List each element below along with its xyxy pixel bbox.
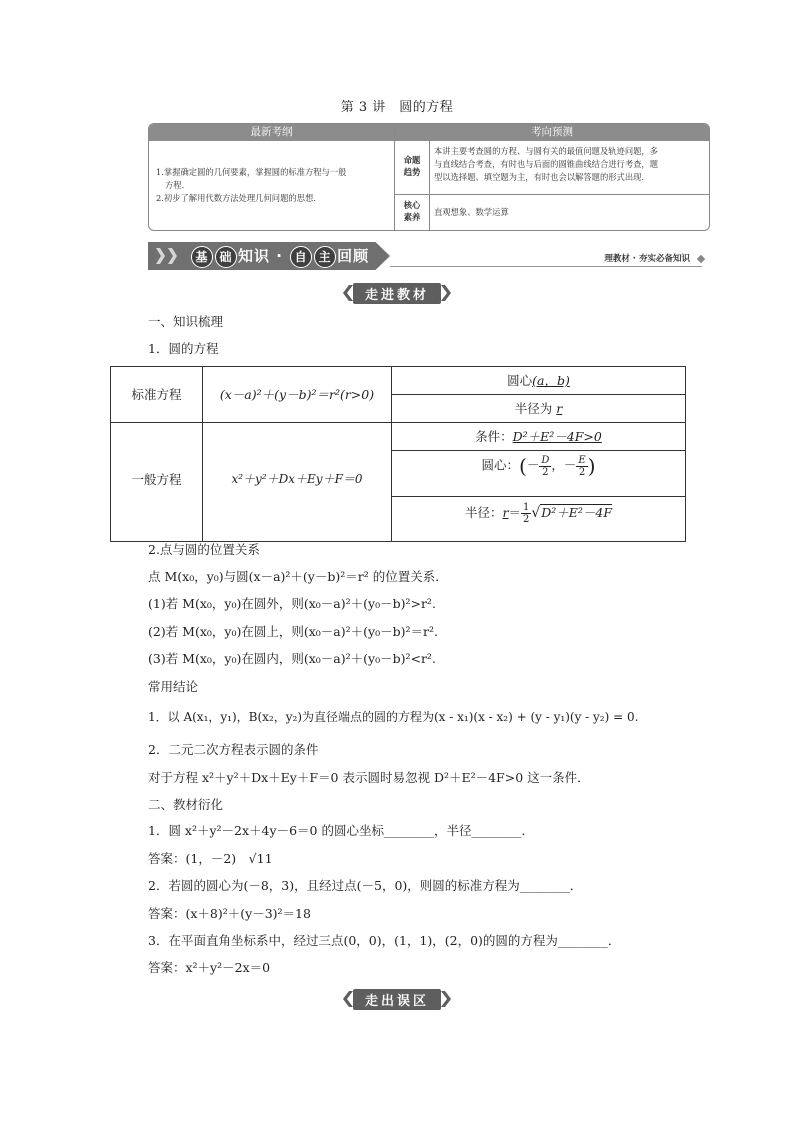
- cond-prefix: 条件：: [475, 429, 513, 444]
- fraction: [521, 502, 531, 525]
- text-line: (2)若 M(x₀，y₀)在圆上，则(x₀－a)²＋(y₀－b)²＝r².: [148, 624, 438, 639]
- radius-prefix: 半径为: [514, 401, 553, 416]
- banner-text: 知识 ·: [238, 247, 290, 265]
- divider: [391, 394, 685, 395]
- numerator: E: [578, 454, 586, 466]
- numerator: D: [541, 454, 550, 466]
- answer: 答案：(x＋8)²＋(y－3)²＝18: [148, 906, 311, 921]
- tag-core: [397, 199, 427, 223]
- banner-char: 自: [290, 246, 312, 268]
- divider: [394, 124, 395, 230]
- section-banner: [148, 242, 708, 270]
- outline-right-header: 考向预测: [395, 124, 709, 141]
- banner-char: 基: [191, 246, 213, 268]
- circle-equation-table: [110, 366, 686, 542]
- section-heading: 常用结论: [148, 679, 199, 694]
- page-title: 第 3 讲 圆的方程: [340, 100, 454, 115]
- banner-rule: [390, 266, 702, 267]
- outline-left-text: [156, 166, 392, 205]
- fraction: [576, 455, 587, 478]
- outline-left-line: 方程.: [165, 180, 185, 190]
- numerator: 1: [522, 502, 530, 513]
- denominator: 2: [578, 466, 586, 478]
- tag-text: 核心: [403, 200, 421, 210]
- answer: 答案：x²＋y²－2x＝0: [148, 960, 271, 975]
- pill-heading: [0, 989, 794, 1010]
- denominator: 2: [542, 466, 549, 478]
- banner-char: 础: [215, 246, 237, 268]
- question: 3．在平面直角坐标系中，经过三点(0，0)，(1，1)，(2，0)的圆的方程为________．: [148, 933, 621, 948]
- text-line: 2．二元二次方程表示圆的条件: [148, 742, 319, 757]
- subsection-heading: 1．圆的方程: [148, 341, 219, 356]
- sqrt-body: D²＋E²－4F: [541, 505, 613, 520]
- text-line: 点 M(x₀，y₀)与圆(x－a)²＋(y－b)²＝r² 的位置关系．: [148, 569, 448, 584]
- pill-heading: [0, 283, 794, 304]
- outline-left-line: 2.初步了解用代数方法处理几何问题的思想.: [156, 193, 316, 203]
- pill-label: 走进教材: [353, 283, 441, 304]
- radius-value: r: [556, 401, 563, 416]
- std-equation: (x－a)²＋(y－b)²＝r²(r>0): [219, 387, 375, 402]
- divider: [111, 422, 685, 423]
- cond-value: D²＋E²－4F>0: [512, 429, 602, 444]
- tag-trend: [397, 154, 427, 178]
- tag-text: 命题: [403, 155, 421, 165]
- answer: 答案：(1，－2) √11: [148, 851, 273, 866]
- gen-label: 一般方程: [131, 472, 182, 487]
- section-heading: 二、教材衍化: [148, 797, 224, 812]
- divider: [391, 450, 685, 451]
- gcenter-prefix: 圆心：: [481, 457, 519, 473]
- trend-line: 本讲主要考查圆的方程、与圆有关的最值问题及轨迹问题，多: [434, 146, 659, 156]
- trend-line: 型以选择题、填空题为主，有时也会以解答题的形式出现.: [434, 172, 645, 182]
- center-value: (a，b): [532, 373, 570, 388]
- banner-subtitle: 理教材 · 夯实必备知识: [604, 254, 690, 264]
- trend-text: [434, 145, 706, 184]
- gen-radius: 半径：r＝ $\frac{1}{2}$ √D²＋E²－4F: [464, 502, 613, 525]
- outline-table: [148, 123, 710, 231]
- divider: [395, 194, 709, 195]
- banner-title: [190, 245, 369, 268]
- outline-left-line: 1.掌握确定圆的几何要素，掌握圆的标准方程与一般: [156, 167, 347, 177]
- pill-label: 走出误区: [353, 989, 441, 1010]
- text-line: 对于方程 x²＋y²＋Dx＋Ey＋F＝0 表示圆时易忽视 D²＋E²－4F>0 这一条件．: [148, 770, 590, 785]
- gen-condition: [392, 427, 685, 445]
- denominator: 2: [522, 514, 530, 525]
- section-heading: 一、知识梳理: [148, 314, 224, 329]
- text-line: (3)若 M(x₀，y₀)在圆内，则(x₀－a)²＋(y₀－b)²<r².: [148, 651, 436, 666]
- outline-left-header: 最新考纲: [149, 124, 394, 141]
- std-center: [392, 371, 685, 389]
- question: 1．圆 x²＋y²－2x＋4y－6＝0 的圆心坐标________，半径________．: [148, 823, 534, 838]
- divider: [429, 141, 430, 230]
- gradius-prefix: 半径：: [464, 505, 503, 520]
- std-radius: [392, 399, 685, 417]
- center-prefix: 圆心: [507, 373, 533, 388]
- std-label: 标准方程: [131, 387, 182, 402]
- question: 2．若圆的圆心为(－8，3)，且经过点(－5，0)，则圆的标准方程为________．: [148, 878, 583, 893]
- tag-text: 趋势: [403, 167, 421, 177]
- gen-equation: x²＋y²＋Dx＋Ey＋F＝0: [231, 472, 363, 486]
- subsection-heading: 2.点与圆的位置关系: [148, 542, 260, 557]
- banner-text: 回顾: [337, 247, 370, 265]
- fraction: [539, 455, 551, 478]
- r-symbol: r: [502, 505, 509, 520]
- divider: [391, 496, 685, 497]
- banner-char: 主: [314, 246, 336, 268]
- core-text: 直观想象、数学运算: [434, 207, 509, 217]
- gen-center: 圆心：(－ $\frac{D}{2}$ ，－ $\frac{E}{2}$ ): [481, 454, 596, 478]
- tag-text: 素养: [403, 212, 421, 222]
- text-line: (1)若 M(x₀，y₀)在圆外，则(x₀－a)²＋(y₀－b)²>r².: [148, 596, 436, 611]
- diamond-icon: [697, 255, 705, 263]
- text-line: 1．以 A(x₁，y₁)，B(x₂，y₂)为直径端点的圆的方程为(x - x₁)(x - x₂) + (y - y₁)(y - y₂) = 0.: [148, 710, 639, 724]
- trend-line: 与直线结合考查，有时也与后面的圆锥曲线结合进行考查，题: [434, 159, 659, 169]
